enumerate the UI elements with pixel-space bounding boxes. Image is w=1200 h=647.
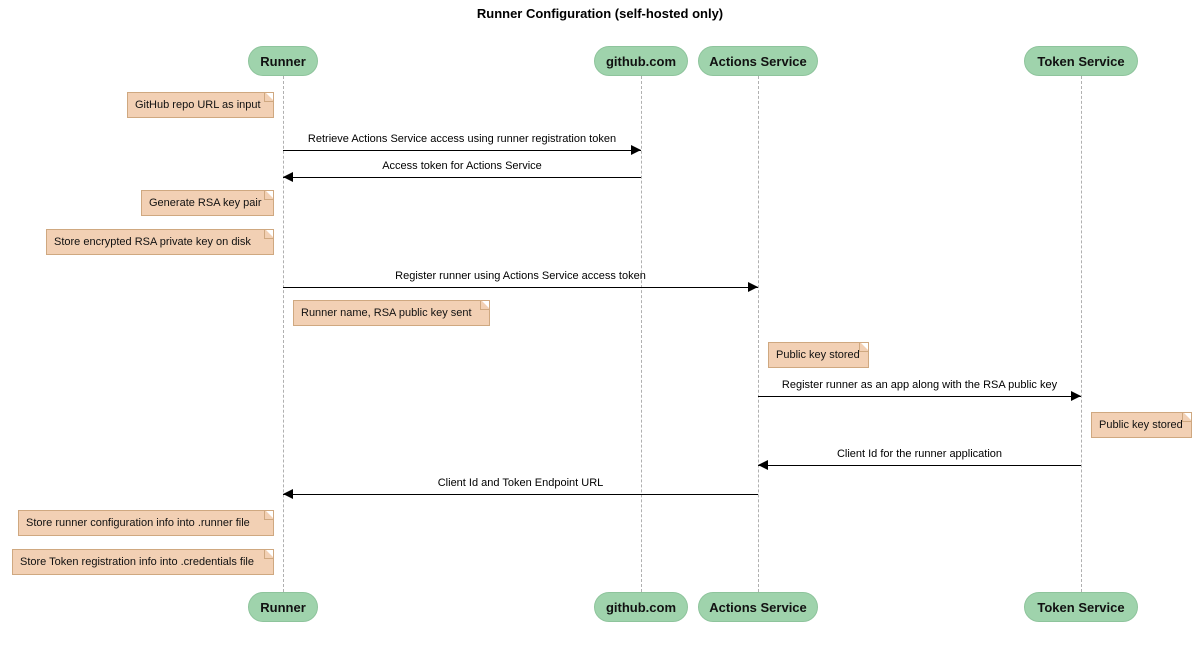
- arrow-head-4: [1071, 391, 1081, 401]
- actor-label: Runner: [260, 599, 306, 615]
- actor-label: Actions Service: [709, 53, 807, 69]
- message-label-5: Client Id for the runner application: [836, 448, 1003, 460]
- actor-actions-top[interactable]: [698, 46, 818, 76]
- message-line-3: [283, 287, 758, 288]
- actor-label: github.com: [605, 599, 677, 615]
- note-text: Store runner configuration info into .runner file: [26, 517, 250, 529]
- note-text: Store encrypted RSA private key on disk: [54, 236, 251, 248]
- message-label-3: Register runner using Actions Service access token: [395, 270, 646, 282]
- note-public-key-stored-actions: [768, 342, 869, 368]
- lifeline-runner: [283, 76, 284, 592]
- note-public-key-stored-token: [1091, 412, 1192, 438]
- arrow-head-1: [631, 145, 641, 155]
- actor-label: Runner: [260, 53, 306, 69]
- message-label-4: Register runner as an app along with the RSA public key: [781, 379, 1058, 391]
- note-runner-name-public-key: [293, 300, 490, 326]
- actor-label: github.com: [605, 53, 677, 69]
- lifeline-github: [641, 76, 642, 592]
- note-text: Generate RSA key pair: [149, 197, 262, 209]
- actor-token-top[interactable]: [1024, 46, 1138, 76]
- note-text: Store Token registration info into .credentials file: [20, 556, 254, 568]
- arrow-head-2: [283, 172, 293, 182]
- note-text: Runner name, RSA public key sent: [301, 307, 472, 319]
- message-line-2: [283, 177, 641, 178]
- note-text: GitHub repo URL as input: [135, 99, 261, 111]
- diagram-title: Runner Configuration (self-hosted only): [476, 6, 724, 21]
- message-line-1: [283, 150, 641, 151]
- message-line-6: [283, 494, 758, 495]
- note-text: Public key stored: [776, 349, 860, 361]
- note-store-runner-config: [18, 510, 274, 536]
- message-line-4: [758, 396, 1081, 397]
- message-label-1: Retrieve Actions Service access using runner registration token: [307, 133, 617, 145]
- message-label-2: Access token for Actions Service: [382, 160, 542, 172]
- actor-runner-top[interactable]: [248, 46, 318, 76]
- message-line-5: [758, 465, 1081, 466]
- message-label-6: Client Id and Token Endpoint URL: [437, 477, 604, 489]
- arrow-head-3: [748, 282, 758, 292]
- arrow-head-6: [283, 489, 293, 499]
- actor-label: Token Service: [1037, 53, 1125, 69]
- note-store-encrypted-private-key: [46, 229, 274, 255]
- actor-label: Actions Service: [709, 599, 807, 615]
- actor-github-top[interactable]: [594, 46, 688, 76]
- lifeline-actions: [758, 76, 759, 592]
- actor-label: Token Service: [1037, 599, 1125, 615]
- actor-token-bottom[interactable]: [1024, 592, 1138, 622]
- note-generate-rsa-key-pair: [141, 190, 274, 216]
- arrow-head-5: [758, 460, 768, 470]
- lifeline-token: [1081, 76, 1082, 592]
- actor-github-bottom[interactable]: [594, 592, 688, 622]
- note-text: Public key stored: [1099, 419, 1183, 431]
- note-store-token-registration: [12, 549, 274, 575]
- actor-actions-bottom[interactable]: [698, 592, 818, 622]
- note-github-repo-url: [127, 92, 274, 118]
- actor-runner-bottom[interactable]: [248, 592, 318, 622]
